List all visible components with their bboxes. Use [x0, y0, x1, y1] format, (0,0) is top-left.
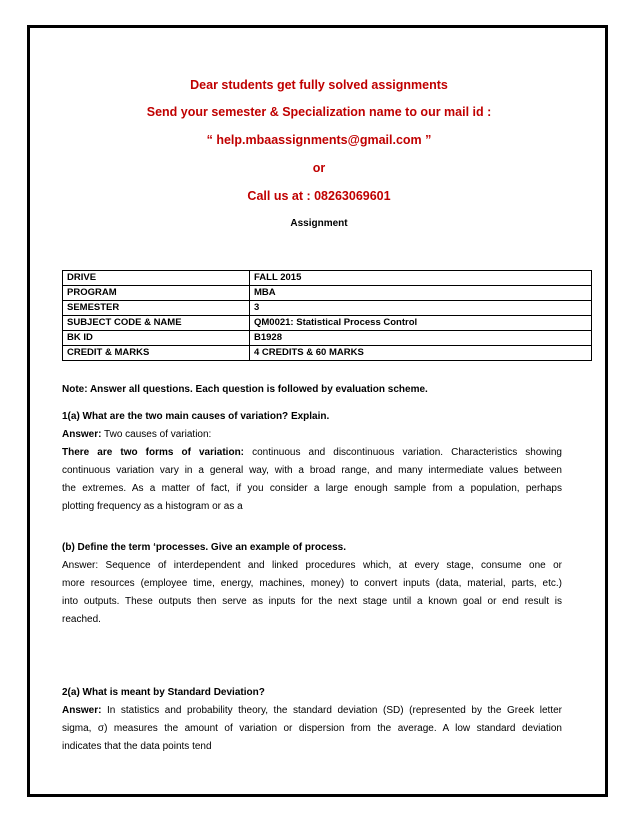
promo-email[interactable]: “ help.mbaassignments@gmail.com ” — [206, 133, 432, 147]
answer-2a — [62, 702, 562, 756]
table-key-cell: CREDIT & MARKS — [63, 346, 250, 361]
answer-label: Answer: — [62, 429, 102, 440]
table-row — [63, 286, 592, 301]
answer-2a-line: sigma, σ) measures the amount of variation or dispersion from the average. A low standard deviation — [62, 723, 562, 734]
answer-1b-line: into outputs. These outputs then serve as inputs for the next stage until a known goal or end result is — [62, 596, 562, 607]
answer-1a-line: There are two forms of variation: continuous and discontinuous variation. Characteristics showing — [62, 447, 562, 458]
answer-1b — [62, 557, 562, 629]
table-key-cell: SUBJECT CODE & NAME — [63, 316, 250, 331]
answer-1a-line: plotting frequency as a histogram or as a — [62, 501, 243, 512]
answer-1b-line: more resources (employee time, energy, machines, money) to convert inputs (data, material, parts, etc.) — [62, 578, 562, 589]
table-key-cell: BK ID — [63, 331, 250, 346]
answer-2a-line: indicates that the data points tend — [62, 741, 212, 752]
promo-or: or — [312, 161, 326, 175]
table-row — [63, 346, 592, 361]
table-value-cell: 4 CREDITS & 60 MARKS — [250, 346, 592, 361]
table-row — [63, 331, 592, 346]
question-1b: (b) Define the term ‘processes. Give an example of process. — [62, 542, 346, 553]
table-key-cell: DRIVE — [63, 271, 250, 286]
answer-1b-line: Answer: Sequence of interdependent and linked procedures which, at every stage, consume one or — [62, 560, 562, 571]
table-value-cell: FALL 2015 — [250, 271, 592, 286]
table-row — [63, 271, 592, 286]
answer-1a-line: continuous variation vary in a general way, with a broad range, and many intermediate values between — [62, 465, 562, 476]
note: Note: Answer all questions. Each question is followed by evaluation scheme. — [62, 384, 428, 395]
answer-2a-line: Answer: In statistics and probability theory, the standard deviation (SD) (represented by the Greek letter — [62, 705, 562, 716]
table-key-cell: PROGRAM — [63, 286, 250, 301]
answer-label: Answer: — [62, 705, 102, 716]
table-row — [63, 316, 592, 331]
table-value-cell: B1928 — [250, 331, 592, 346]
table-value-cell: MBA — [250, 286, 592, 301]
answer-1b-line: reached. — [62, 614, 101, 625]
promo-phone[interactable]: Call us at : 08263069601 — [247, 189, 391, 203]
answer-1a — [62, 426, 562, 516]
answer-1a-bold-lead: There are two forms of variation: — [62, 447, 245, 458]
assignment-title: Assignment — [290, 218, 348, 229]
table-value-cell: 3 — [250, 301, 592, 316]
answer-1a-intro: Answer: Two causes of variation: — [62, 429, 212, 440]
question-1a: 1(a) What are the two main causes of variation? Explain. — [62, 411, 330, 422]
answer-1a-line: the extremes. As a matter of fact, if you consider a large enough sample from a population, perhaps — [62, 483, 562, 494]
promo-line-1: Dear students get fully solved assignments — [190, 78, 448, 92]
info-table — [62, 270, 592, 361]
promo-line-2: Send your semester & Specialization name to our mail id : — [146, 105, 492, 119]
table-key-cell: SEMESTER — [63, 301, 250, 316]
table-value-cell: QM0021: Statistical Process Control — [250, 316, 592, 331]
table-row — [63, 301, 592, 316]
question-2a: 2(a) What is meant by Standard Deviation? — [62, 687, 265, 698]
